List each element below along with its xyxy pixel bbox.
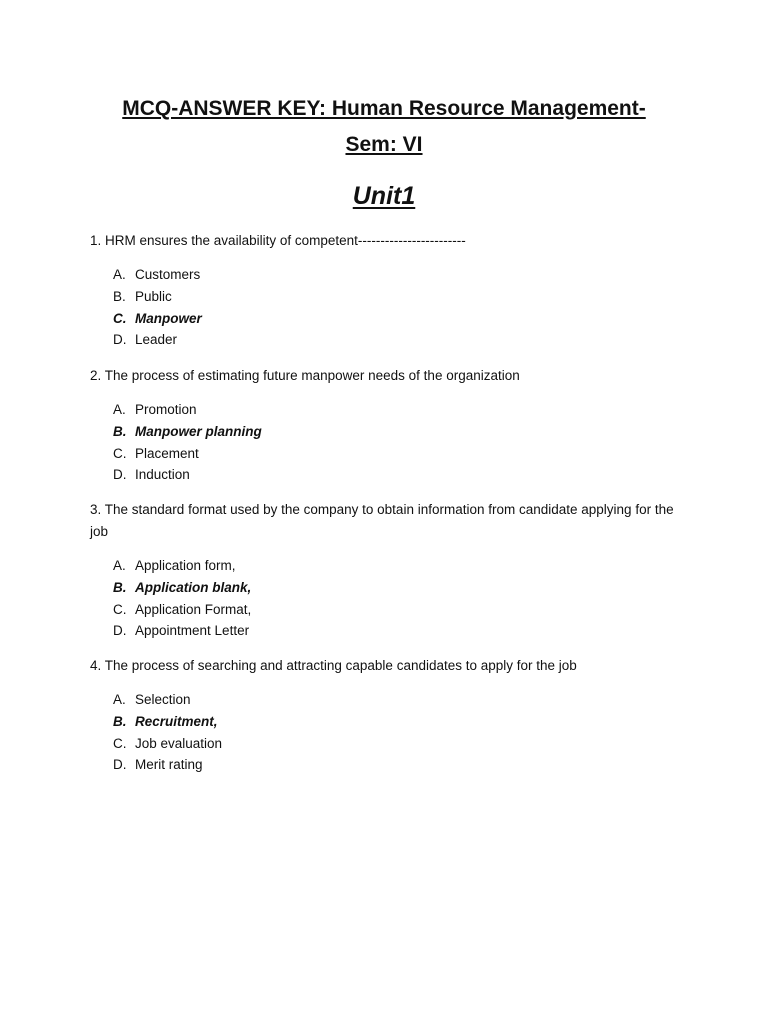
option-3b-answer [113, 577, 251, 599]
option-text: Merit rating [135, 757, 203, 773]
option-2a [113, 399, 262, 421]
question-1: 1. HRM ensures the availability of competent------------------------ [90, 233, 466, 248]
option-1b [113, 286, 202, 308]
option-text: Manpower [135, 310, 202, 326]
option-letter: C. [113, 310, 127, 326]
question-1-options [113, 264, 202, 351]
option-letter: B. [113, 423, 127, 439]
option-letter: D. [113, 467, 127, 483]
option-text: Appointment Letter [135, 623, 250, 639]
option-letter: A. [113, 402, 126, 417]
option-3a [113, 555, 251, 577]
question-4-options [113, 689, 222, 776]
option-text: Promotion [135, 402, 197, 417]
option-4a [113, 689, 222, 711]
option-1d [113, 329, 202, 351]
option-text: Job evaluation [135, 735, 223, 751]
option-text: Selection [135, 692, 191, 707]
option-text: Application blank, [135, 579, 252, 595]
option-text: Public [135, 288, 172, 304]
question-2-options [113, 399, 262, 486]
option-text: Application form, [135, 558, 236, 573]
question-2: 2. The process of estimating future manpower needs of the organization [90, 368, 520, 383]
option-4d [113, 754, 222, 776]
option-text: Recruitment, [135, 713, 218, 729]
option-1c-answer [113, 308, 202, 330]
option-letter: D. [113, 623, 127, 639]
option-letter: A. [113, 267, 126, 282]
option-text: Placement [135, 445, 199, 461]
option-letter: B. [113, 288, 126, 304]
option-2b-answer [113, 421, 262, 443]
question-3: 3. The standard format used by the company to obtain information from candidate applying for the job [90, 502, 674, 539]
option-letter: B. [113, 713, 127, 729]
option-4b-answer [113, 711, 222, 733]
option-2d [113, 464, 262, 486]
unit-heading: Unit1 [352, 182, 416, 210]
question-4: 4. The process of searching and attracting capable candidates to apply for the job [90, 658, 577, 673]
option-3c [113, 599, 251, 621]
document-title-line-2: Sem: VI [345, 133, 423, 156]
option-letter: A. [113, 558, 126, 573]
document-title-line-1: MCQ-ANSWER KEY: Human Resource Management- [122, 97, 646, 120]
option-letter: B. [113, 579, 127, 595]
option-letter: C. [113, 445, 127, 461]
option-1a [113, 264, 202, 286]
option-letter: D. [113, 332, 127, 348]
question-3-options [113, 555, 251, 642]
option-letter: A. [113, 692, 126, 707]
option-letter: C. [113, 735, 127, 751]
option-text: Customers [135, 267, 201, 282]
option-2c [113, 443, 262, 465]
option-3d [113, 620, 251, 642]
option-4c [113, 733, 222, 755]
option-text: Application Format, [135, 601, 252, 617]
option-text: Manpower planning [135, 423, 262, 439]
option-text: Leader [135, 332, 178, 348]
option-letter: D. [113, 757, 127, 773]
option-text: Induction [135, 467, 190, 483]
option-letter: C. [113, 601, 127, 617]
